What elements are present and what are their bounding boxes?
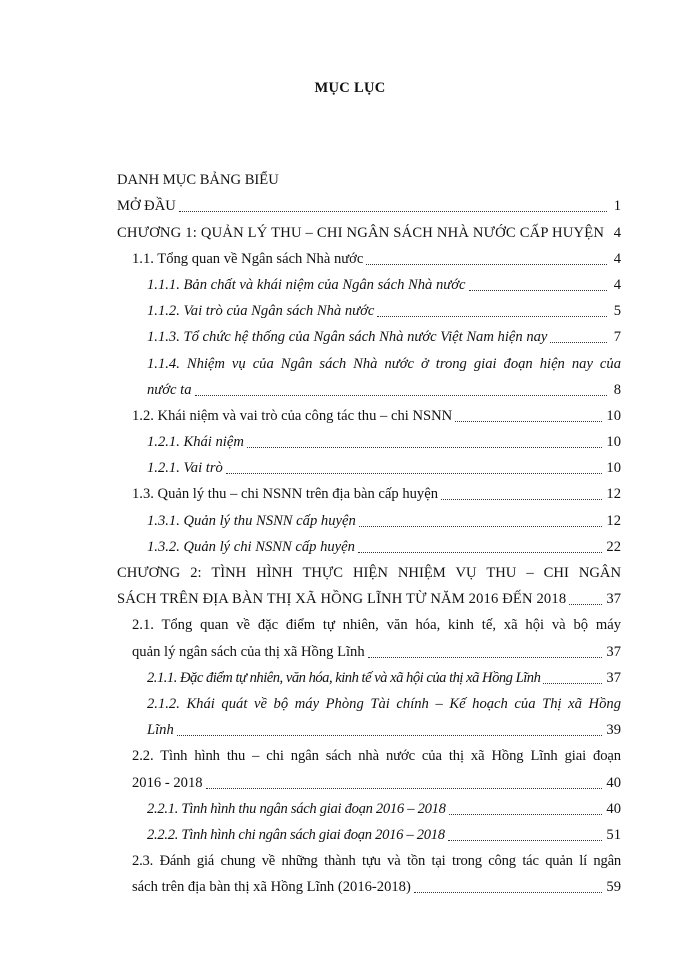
toc-page-number: 37: [606, 669, 621, 686]
toc-entry-text: DANH MỤC BẢNG BIỂU: [117, 172, 279, 189]
toc-entry[interactable]: [117, 844, 621, 870]
toc-entry-text: sách trên địa bàn thị xã Hồng Lĩnh (2016-2018): [132, 879, 411, 896]
toc-entry[interactable]: [117, 215, 621, 241]
table-of-contents: [117, 163, 621, 896]
toc-page-number: 4: [613, 250, 621, 267]
toc-entry[interactable]: [117, 530, 621, 556]
toc-page-number: 37: [606, 643, 621, 660]
toc-entry[interactable]: [117, 320, 621, 346]
toc-page-number: 59: [606, 879, 621, 896]
toc-entry[interactable]: [117, 346, 621, 372]
toc-page-number: 12: [606, 486, 621, 503]
dot-leader: [448, 828, 603, 841]
toc-entry-text: MỞ ĐẦU: [117, 198, 176, 215]
dot-leader: [377, 304, 607, 317]
toc-entry-text: CHƯƠNG 1: QUẢN LÝ THU – CHI NGÂN SÁCH NHÀ NƯỚC CẤP HUYỆN: [117, 224, 605, 241]
dot-leader: [449, 802, 603, 815]
dot-leader: [469, 278, 607, 291]
toc-entry-text: 1.3.1. Quản lý thu NSNN cấp huyện: [147, 512, 356, 529]
dot-leader: [179, 199, 607, 212]
dot-leader: [177, 723, 603, 736]
toc-entry-text: 1.2.1. Khái niệm: [147, 434, 244, 451]
toc-entry[interactable]: [117, 163, 621, 189]
toc-entry-text: 2.1.2. Khái quát về bộ máy Phòng Tài chính – Kế hoạch của Thị xã Hồng: [147, 695, 621, 712]
toc-entry[interactable]: [117, 294, 621, 320]
dot-leader: [247, 435, 603, 448]
toc-page-number: 12: [606, 512, 621, 529]
toc-entry-text: 1.1.1. Bản chất và khái niệm của Ngân sách Nhà nước: [147, 276, 466, 293]
toc-entry-text: 1.1.4. Nhiệm vụ của Ngân sách Nhà nước ở trong giai đoạn hiện nay của: [147, 355, 621, 372]
toc-page-number: 1: [613, 198, 621, 215]
toc-page-number: 10: [606, 460, 621, 477]
toc-entry-text: quản lý ngân sách của thị xã Hồng Lĩnh: [132, 643, 365, 660]
toc-entry[interactable]: [117, 503, 621, 529]
toc-page-number: 37: [606, 591, 621, 608]
toc-entry-text: 1.3. Quản lý thu – chi NSNN trên địa bàn cấp huyện: [132, 486, 438, 503]
toc-entry-text: SÁCH TRÊN ĐỊA BÀN THỊ XÃ HỒNG LĨNH TỪ NĂM 2016 ĐẾN 2018: [117, 591, 567, 608]
toc-entry-continued[interactable]: [117, 582, 621, 608]
toc-entry-text: 2.2.2. Tình hình chi ngân sách giai đoạn 2016 – 2018: [147, 826, 445, 843]
toc-page-number: 40: [606, 774, 621, 791]
page-title: MỤC LỤC: [314, 80, 386, 96]
toc-entry-text: 1.1.2. Vai trò của Ngân sách Nhà nước: [147, 303, 375, 320]
toc-entry-continued[interactable]: [117, 765, 621, 791]
toc-entry-text: 2.3. Đánh giá chung về những thành tựu và tồn tại trong công tác quản lí ngân: [132, 853, 621, 870]
toc-page-number: 51: [606, 826, 621, 843]
toc-entry[interactable]: [117, 792, 621, 818]
dot-leader: [358, 540, 602, 553]
toc-entry[interactable]: [117, 687, 621, 713]
dot-leader: [366, 252, 607, 265]
toc-page-number: 39: [606, 722, 621, 739]
toc-entry-text: 1.1. Tổng quan về Ngân sách Nhà nước: [132, 250, 364, 267]
toc-page-number: 8: [613, 381, 621, 398]
dot-leader: [368, 645, 603, 658]
dot-leader: [359, 514, 603, 527]
toc-entry[interactable]: [117, 425, 621, 451]
toc-entry-text: 2016 - 2018: [132, 774, 203, 791]
toc-entry-continued[interactable]: [117, 713, 621, 739]
toc-entry-continued[interactable]: [117, 870, 621, 896]
toc-page-number: 22: [606, 538, 621, 555]
dot-leader: [414, 880, 603, 893]
toc-page-number: 4: [613, 276, 621, 293]
toc-entry-continued[interactable]: [117, 373, 621, 399]
dot-leader: [550, 330, 607, 343]
toc-page-number: 40: [606, 800, 621, 817]
toc-page-number: 10: [606, 407, 621, 424]
dot-leader: [206, 776, 603, 789]
toc-entry-text: 1.1.3. Tổ chức hệ thống của Ngân sách Nhà nước Việt Nam hiện nay: [147, 329, 548, 346]
dot-leader: [195, 383, 607, 396]
dot-leader: [543, 671, 602, 684]
toc-entry-text: 1.2.1. Vai trò: [147, 460, 223, 477]
dot-leader: [441, 487, 602, 500]
toc-entry-text: 1.3.2. Quản lý chi NSNN cấp huyện: [147, 538, 355, 555]
toc-entry[interactable]: [117, 477, 621, 503]
toc-entry[interactable]: [117, 189, 621, 215]
toc-page-number: 4: [613, 224, 621, 241]
toc-page-number: 10: [606, 434, 621, 451]
toc-entry[interactable]: [117, 242, 621, 268]
toc-entry[interactable]: [117, 818, 621, 844]
toc-entry[interactable]: [117, 556, 621, 582]
toc-entry-text: CHƯƠNG 2: TÌNH HÌNH THỰC HIỆN NHIỆM VỤ THU – CHI NGÂN: [117, 565, 621, 581]
toc-entry[interactable]: [117, 399, 621, 425]
toc-entry[interactable]: [117, 661, 621, 687]
toc-entry-text: Lĩnh: [147, 722, 174, 739]
toc-entry-continued[interactable]: [117, 634, 621, 660]
toc-entry-text: 2.1. Tổng quan về đặc điểm tự nhiên, văn hóa, kinh tế, xã hội và bộ máy: [132, 617, 621, 634]
toc-entry-text: 2.1.1. Đặc điểm tự nhiên, văn hóa, kinh tế và xã hội của thị xã Hồng Lĩnh: [147, 669, 541, 686]
toc-entry-text: 2.2.1. Tình hình thu ngân sách giai đoạn 2016 – 2018: [147, 800, 446, 817]
toc-entry-text: nước ta: [147, 381, 192, 398]
toc-page-number: 5: [613, 303, 621, 320]
dot-leader: [226, 461, 603, 474]
dot-leader: [569, 592, 602, 605]
dot-leader: [455, 409, 602, 422]
toc-entry[interactable]: [117, 739, 621, 765]
toc-entry-text: 2.2. Tình hình thu – chi ngân sách nhà nước của thị xã Hồng Lĩnh giai đoạn: [132, 748, 621, 765]
toc-page-number: 7: [613, 329, 621, 346]
toc-entry[interactable]: [117, 608, 621, 634]
toc-entry[interactable]: [117, 268, 621, 294]
toc-entry-text: 1.2. Khái niệm và vai trò của công tác thu – chi NSNN: [132, 407, 453, 424]
toc-entry[interactable]: [117, 451, 621, 477]
